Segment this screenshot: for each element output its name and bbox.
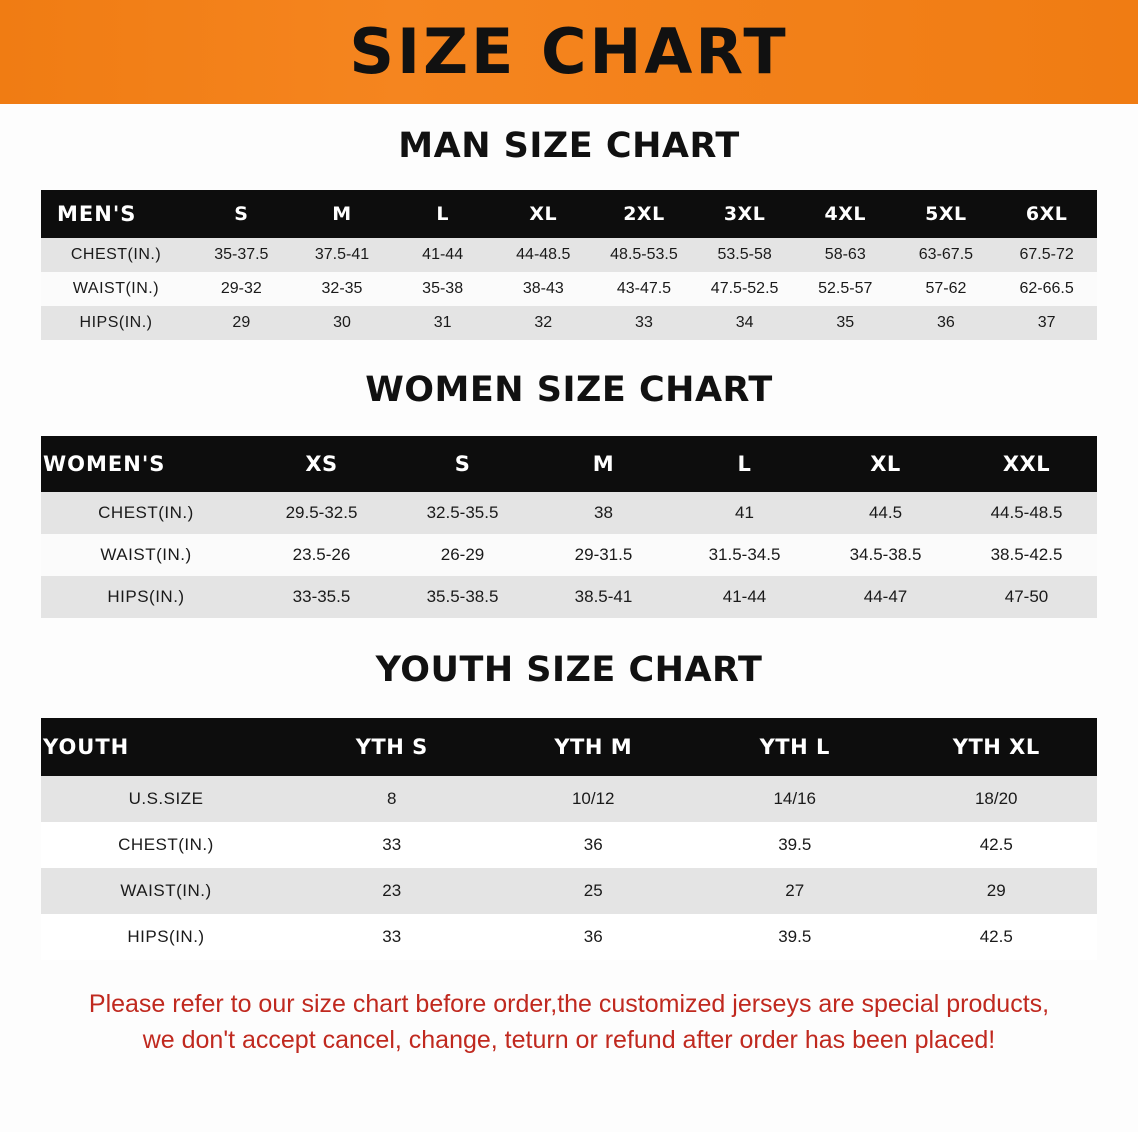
man-r1c5: 47.5-52.5: [694, 272, 795, 306]
women-r1c0: 23.5-26: [251, 534, 392, 576]
man-r1c1: 32-35: [292, 272, 393, 306]
man-col-6: 4XL: [795, 190, 896, 238]
women-table-wrap: [41, 436, 1097, 618]
man-table-header: [41, 190, 1097, 238]
women-header-label: WOMEN'S: [41, 436, 251, 492]
man-r1c7: 57-62: [896, 272, 997, 306]
women-col-3: L: [674, 436, 815, 492]
youth-r1c2: 39.5: [694, 822, 896, 868]
women-col-0: XS: [251, 436, 392, 492]
table-header-row: [41, 718, 1097, 776]
youth-r3c0: 33: [291, 914, 493, 960]
man-row-2-label: HIPS(IN.): [41, 306, 191, 340]
man-r2c8: 37: [996, 306, 1097, 340]
youth-r0c1: 10/12: [493, 776, 695, 822]
table-row: [41, 914, 1097, 960]
women-row-2-label: HIPS(IN.): [41, 576, 251, 618]
disclaimer-line-2: we don't accept cancel, change, teturn or refund after order has been placed!: [142, 1026, 996, 1055]
man-r2c3: 32: [493, 306, 594, 340]
women-r0c5: 44.5-48.5: [956, 492, 1097, 534]
man-r2c4: 33: [594, 306, 695, 340]
women-r1c1: 26-29: [392, 534, 533, 576]
youth-r2c2: 27: [694, 868, 896, 914]
man-r0c7: 63-67.5: [896, 238, 997, 272]
man-col-8: 6XL: [996, 190, 1097, 238]
women-r1c4: 34.5-38.5: [815, 534, 956, 576]
man-r2c5: 34: [694, 306, 795, 340]
man-r2c2: 31: [392, 306, 493, 340]
youth-r1c3: 42.5: [896, 822, 1098, 868]
man-r1c0: 29-32: [191, 272, 292, 306]
man-table-wrap: [41, 190, 1097, 340]
man-r2c0: 29: [191, 306, 292, 340]
man-r1c3: 38-43: [493, 272, 594, 306]
women-size-table: [41, 436, 1097, 618]
table-row: [41, 272, 1097, 306]
youth-row-3-label: HIPS(IN.): [41, 914, 291, 960]
women-r2c1: 35.5-38.5: [392, 576, 533, 618]
women-row-1-label: WAIST(IN.): [41, 534, 251, 576]
man-r0c8: 67.5-72: [996, 238, 1097, 272]
man-r0c2: 41-44: [392, 238, 493, 272]
table-row: [41, 776, 1097, 822]
youth-r1c1: 36: [493, 822, 695, 868]
man-r0c3: 44-48.5: [493, 238, 594, 272]
youth-r3c3: 42.5: [896, 914, 1098, 960]
youth-r0c0: 8: [291, 776, 493, 822]
youth-section-heading: YOUTH SIZE CHART: [375, 650, 763, 690]
man-col-4: 2XL: [594, 190, 695, 238]
man-r0c1: 37.5-41: [292, 238, 393, 272]
man-col-7: 5XL: [896, 190, 997, 238]
women-table-header: [41, 436, 1097, 492]
youth-table-wrap: [41, 718, 1097, 960]
women-r2c4: 44-47: [815, 576, 956, 618]
man-r0c5: 53.5-58: [694, 238, 795, 272]
table-row: [41, 238, 1097, 272]
man-table-body: [41, 238, 1097, 340]
youth-table-header: [41, 718, 1097, 776]
disclaimer-note: [37, 986, 1101, 1059]
women-r0c2: 38: [533, 492, 674, 534]
youth-col-2: YTH L: [694, 718, 896, 776]
table-row: [41, 822, 1097, 868]
man-section-heading: MAN SIZE CHART: [398, 126, 740, 166]
page-title: SIZE CHART: [349, 15, 789, 88]
man-col-1: M: [292, 190, 393, 238]
youth-r0c2: 14/16: [694, 776, 896, 822]
table-row: [41, 868, 1097, 914]
youth-row-1-label: CHEST(IN.): [41, 822, 291, 868]
man-r2c1: 30: [292, 306, 393, 340]
youth-r2c1: 25: [493, 868, 695, 914]
youth-r1c0: 33: [291, 822, 493, 868]
women-section-heading: WOMEN SIZE CHART: [365, 370, 773, 410]
women-r0c4: 44.5: [815, 492, 956, 534]
man-r0c4: 48.5-53.5: [594, 238, 695, 272]
table-row: [41, 492, 1097, 534]
youth-r3c2: 39.5: [694, 914, 896, 960]
women-r2c2: 38.5-41: [533, 576, 674, 618]
man-r2c6: 35: [795, 306, 896, 340]
youth-row-0-label: U.S.SIZE: [41, 776, 291, 822]
women-r1c5: 38.5-42.5: [956, 534, 1097, 576]
youth-col-0: YTH S: [291, 718, 493, 776]
youth-row-2-label: WAIST(IN.): [41, 868, 291, 914]
women-col-1: S: [392, 436, 533, 492]
women-r0c1: 32.5-35.5: [392, 492, 533, 534]
man-size-table: [41, 190, 1097, 340]
youth-size-table: [41, 718, 1097, 960]
youth-col-3: YTH XL: [896, 718, 1098, 776]
women-r2c5: 47-50: [956, 576, 1097, 618]
table-row: [41, 306, 1097, 340]
women-col-4: XL: [815, 436, 956, 492]
man-r2c7: 36: [896, 306, 997, 340]
women-row-0-label: CHEST(IN.): [41, 492, 251, 534]
man-col-3: XL: [493, 190, 594, 238]
youth-r0c3: 18/20: [896, 776, 1098, 822]
disclaimer-line-1: Please refer to our size chart before order,the customized jerseys are special products,: [88, 990, 1050, 1018]
women-r0c0: 29.5-32.5: [251, 492, 392, 534]
table-header-row: [41, 190, 1097, 238]
women-r1c3: 31.5-34.5: [674, 534, 815, 576]
youth-table-body: [41, 776, 1097, 960]
women-table-body: [41, 492, 1097, 618]
youth-r3c1: 36: [493, 914, 695, 960]
man-r0c0: 35-37.5: [191, 238, 292, 272]
man-r1c2: 35-38: [392, 272, 493, 306]
youth-r2c3: 29: [896, 868, 1098, 914]
man-col-5: 3XL: [694, 190, 795, 238]
man-col-0: S: [191, 190, 292, 238]
man-row-1-label: WAIST(IN.): [41, 272, 191, 306]
women-r1c2: 29-31.5: [533, 534, 674, 576]
women-r2c3: 41-44: [674, 576, 815, 618]
women-col-5: XXL: [956, 436, 1097, 492]
banner: [0, 0, 1138, 104]
man-row-0-label: CHEST(IN.): [41, 238, 191, 272]
youth-r2c0: 23: [291, 868, 493, 914]
man-col-2: L: [392, 190, 493, 238]
youth-header-label: YOUTH: [41, 718, 291, 776]
table-header-row: [41, 436, 1097, 492]
man-header-label: MEN'S: [41, 190, 191, 238]
table-row: [41, 534, 1097, 576]
man-r1c8: 62-66.5: [996, 272, 1097, 306]
man-r1c4: 43-47.5: [594, 272, 695, 306]
man-r0c6: 58-63: [795, 238, 896, 272]
youth-col-1: YTH M: [493, 718, 695, 776]
man-r1c6: 52.5-57: [795, 272, 896, 306]
women-r2c0: 33-35.5: [251, 576, 392, 618]
table-row: [41, 576, 1097, 618]
women-col-2: M: [533, 436, 674, 492]
women-r0c3: 41: [674, 492, 815, 534]
